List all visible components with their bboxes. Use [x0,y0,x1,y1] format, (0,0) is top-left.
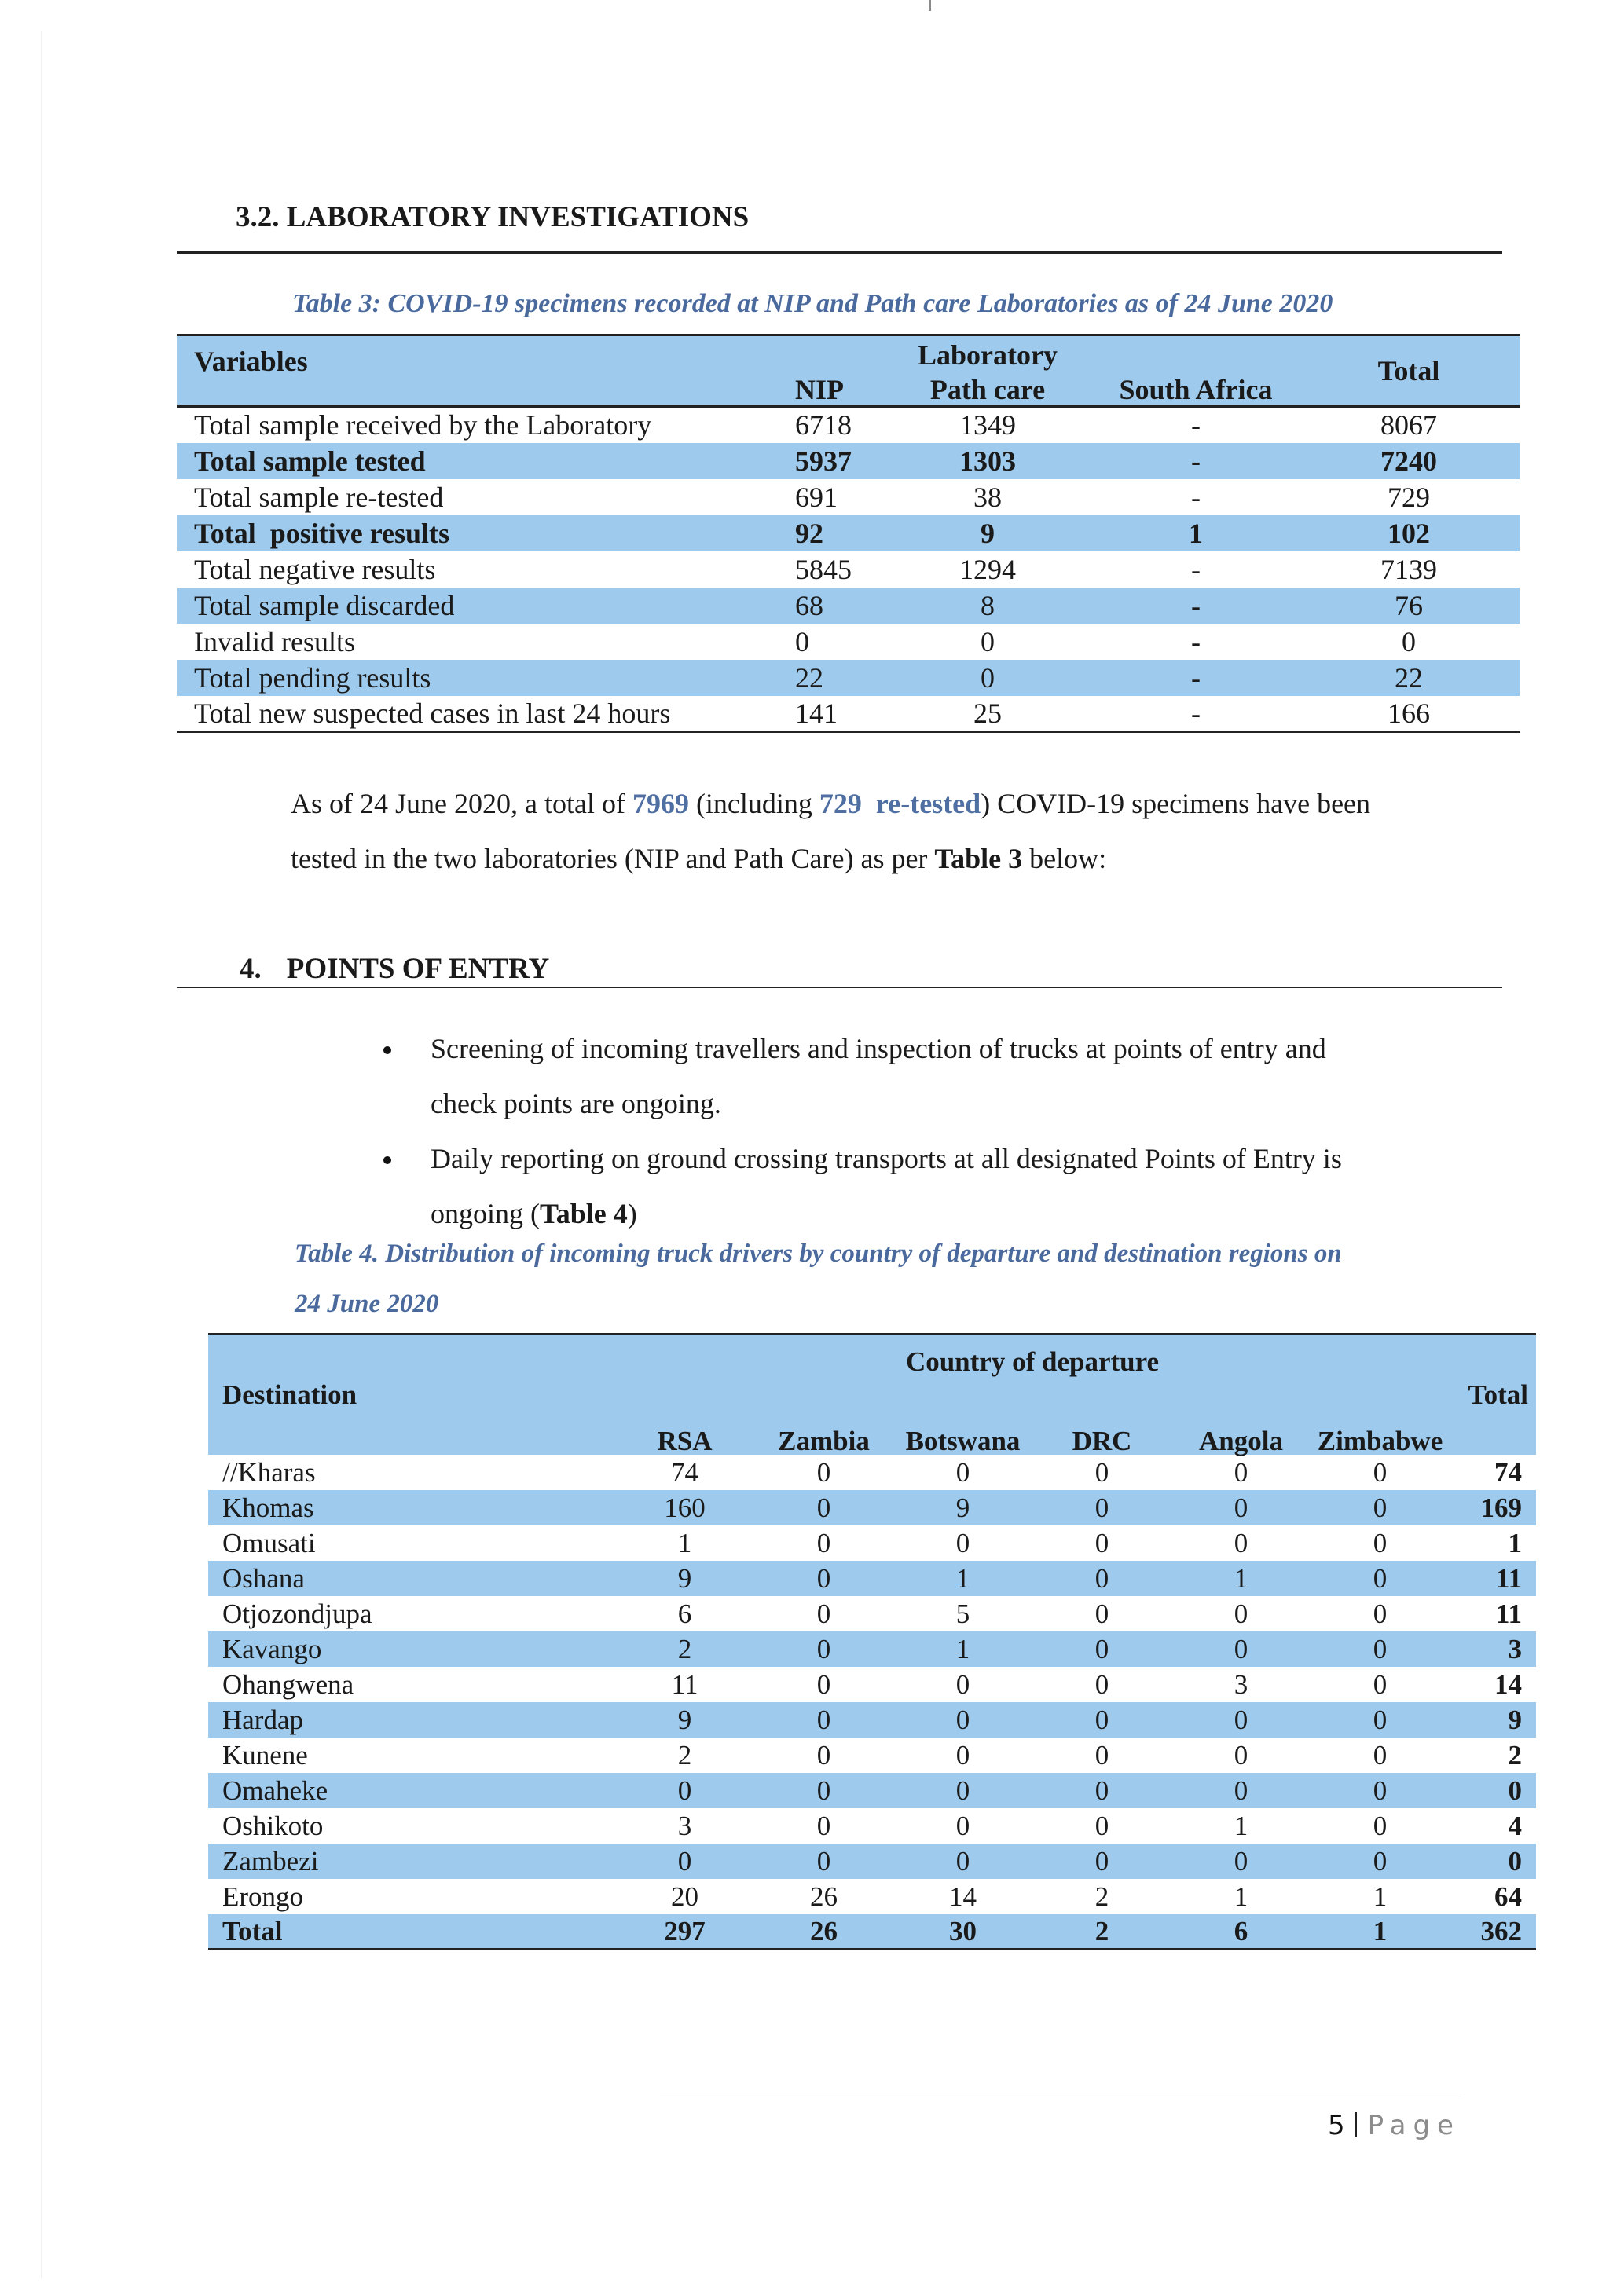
cell-south-africa: - [1191,445,1201,477]
cell-path-care: 1303 [959,445,1016,477]
cell-nip: 92 [795,517,823,549]
cell-count: 0 [1094,1633,1109,1664]
cell-count: 2 [1094,1915,1109,1946]
row-label: Invalid results [194,625,355,657]
cell-count: 0 [1094,1704,1109,1735]
row-label: Total negative results [194,553,436,585]
cell-total: 0 [1508,1845,1522,1877]
summary-text: below: [1022,843,1107,874]
summary-text: (including [688,788,819,819]
cell-total: 7240 [1380,445,1437,477]
cell-nip: 0 [795,625,809,657]
cell-count: 0 [816,1774,831,1806]
heading-rule [177,251,1502,254]
table4-reference: Table 4 [540,1198,628,1229]
cell-count: 0 [816,1704,831,1735]
cell-count: 9 [677,1704,692,1735]
header-country: Angola [1199,1425,1283,1456]
cell-count: 0 [1234,1704,1248,1735]
cell-south-africa: - [1191,553,1201,585]
cell-count: 0 [1373,1527,1388,1558]
table4-caption-line-1: Table 4. Distribution of incoming truck drivers by country of departure and destination regions on [295,1240,1342,1268]
row-label: Total sample re-tested [194,481,444,513]
cell-count: 2 [677,1633,692,1664]
row-destination: Otjozondjupa [222,1598,372,1629]
cell-count: 0 [955,1774,970,1806]
cell-total: 7139 [1380,553,1437,585]
summary-paragraph [291,776,1370,886]
cell-path-care: 1349 [959,409,1016,441]
cell-count: 1 [1234,1880,1248,1912]
section-title: POINTS OF ENTRY [286,953,550,985]
cell-path-care: 1294 [959,553,1016,585]
row-destination: Khomas [222,1492,314,1523]
cell-count: 0 [1234,1739,1248,1771]
heading-rule [177,987,1502,988]
summary-text: ) COVID-19 specimens have been [981,788,1371,819]
header-country: Botswana [905,1425,1021,1456]
summary-line-1 [291,776,1370,831]
cell-count: 0 [816,1598,831,1629]
bullet-text [431,1131,1342,1241]
bullet-item [377,1021,1477,1131]
row-destination: Omaheke [222,1774,328,1806]
cell-count: 1 [1373,1880,1388,1912]
cell-count: 0 [955,1668,970,1700]
cell-count: 6 [1234,1915,1248,1946]
cell-count: 0 [1373,1845,1388,1877]
cell-count: 1 [1234,1562,1248,1594]
header-laboratory-group: Laboratory [918,339,1058,371]
cell-count: 0 [1234,1527,1248,1558]
cell-total: 76 [1395,589,1423,621]
section-number: 4. [240,953,262,985]
bullet-icon [383,1046,391,1054]
cell-total: 0 [1508,1774,1522,1806]
bullet-line: Screening of incoming travellers and inspection of trucks at points of entry and [431,1033,1326,1064]
cell-total: 74 [1494,1456,1522,1488]
cell-count: 6 [677,1598,692,1629]
cell-count: 0 [955,1810,970,1841]
table4-body [208,1455,1536,1950]
cell-total: 9 [1508,1704,1522,1735]
cell-count: 160 [664,1492,706,1523]
table3-reference: Table 3 [934,843,1023,874]
table4-row [208,1773,1536,1808]
row-destination: Omusati [222,1527,316,1558]
cell-path-care: 8 [981,589,995,621]
cell-count: 0 [1234,1456,1248,1488]
page-number-value: 5 [1328,2110,1345,2141]
table4-row [208,1667,1536,1702]
cell-count: 0 [1373,1562,1388,1594]
cell-count: 2 [677,1739,692,1771]
cell-total: 0 [1402,625,1416,657]
summary-text: As of 24 June 2020, a total of [291,788,632,819]
table4-row [208,1490,1536,1525]
header-path-care [882,335,1094,407]
row-destination: Hardap [222,1704,304,1735]
cell-count: 0 [816,1845,831,1877]
cell-nip: 6718 [795,409,852,441]
cell-path-care: 0 [981,661,995,694]
row-destination: Oshikoto [222,1810,324,1841]
table3-row [177,551,1520,588]
cell-total: 169 [1480,1492,1522,1523]
row-label: Total pending results [194,661,431,694]
cell-count: 0 [816,1562,831,1594]
cell-count: 0 [1094,1668,1109,1700]
cell-count: 0 [955,1527,970,1558]
table3-row [177,588,1520,624]
cell-nip: 5937 [795,445,852,477]
page-number [1328,2110,1461,2141]
row-label: Total sample tested [194,445,426,477]
row-destination: Ohangwena [222,1668,354,1700]
cell-count: 1 [1373,1915,1388,1946]
row-destination: Total [222,1915,283,1946]
cell-count: 9 [955,1492,970,1523]
cell-count: 0 [1234,1492,1248,1523]
cell-total: 102 [1388,517,1430,549]
cell-south-africa: - [1191,481,1201,513]
header-country: Zambia [778,1425,870,1456]
header-total: Total [1377,355,1440,386]
cell-count: 0 [1094,1810,1109,1841]
table3-row [177,443,1520,479]
header-spacer [615,1375,1450,1410]
row-destination: Kavango [222,1633,322,1664]
cell-total: 729 [1388,481,1430,513]
header-destination: Destination [222,1379,357,1411]
cell-path-care: 0 [981,625,995,657]
cell-count: 26 [810,1880,838,1912]
cell-count: 0 [1373,1668,1388,1700]
table4-header-group-row [208,1335,1536,1375]
cell-total: 64 [1494,1880,1522,1912]
row-destination: //Kharas [222,1456,316,1488]
header-total: Total [1468,1379,1528,1411]
cell-path-care: 38 [973,481,1002,513]
table3-caption: Table 3: COVID-19 specimens recorded at NIP and Path care Laboratories as of 24 June 2020 [292,289,1333,318]
cell-count: 0 [1094,1562,1109,1594]
cell-nip: 68 [795,589,823,621]
cell-south-africa: - [1191,625,1201,657]
cell-count: 0 [1373,1492,1388,1523]
cell-count: 0 [955,1739,970,1771]
table4-row [208,1702,1536,1738]
cell-nip: 22 [795,661,823,694]
table4-total-row [208,1914,1536,1950]
cell-count: 0 [1094,1527,1109,1558]
cell-count: 0 [1094,1845,1109,1877]
cell-count: 9 [677,1562,692,1594]
table4-row [208,1844,1536,1879]
cell-total: 11 [1495,1562,1522,1594]
cell-count: 3 [1234,1668,1248,1700]
cell-count: 0 [1094,1492,1109,1523]
table3-row [177,696,1520,732]
table4-truck-drivers [208,1333,1536,1950]
cell-south-africa: - [1191,697,1201,729]
scan-page-edge [41,31,42,2278]
cell-count: 0 [816,1633,831,1664]
bullet-line: check points are ongoing. [431,1088,721,1119]
cell-count: 0 [816,1668,831,1700]
cell-count: 74 [671,1456,698,1488]
cell-total: 11 [1495,1598,1522,1629]
cell-count: 0 [1373,1633,1388,1664]
cell-count: 5 [955,1598,970,1629]
cell-south-africa: - [1191,661,1201,694]
cell-count: 0 [816,1810,831,1841]
cell-count: 0 [1234,1598,1248,1629]
cell-total: 14 [1494,1668,1522,1700]
cell-count: 0 [955,1704,970,1735]
cell-count: 0 [816,1527,831,1558]
bullet-list [377,1021,1477,1241]
header-country-of-departure: Country of departure [905,1346,1160,1377]
cell-count: 3 [677,1810,692,1841]
cell-count: 0 [1234,1774,1248,1806]
page-label: Page [1367,2110,1461,2141]
total-tested-value: 7969 [632,788,689,819]
cell-nip: 141 [795,697,838,729]
cell-count: 26 [810,1915,838,1946]
cell-total: 4 [1508,1810,1522,1841]
table3-row [177,479,1520,515]
cell-count: 0 [816,1456,831,1488]
cell-total: 22 [1395,661,1423,694]
bullet-text-part: ongoing ( [431,1198,540,1229]
cell-count: 0 [1094,1456,1109,1488]
cell-count: 0 [1094,1739,1109,1771]
cell-total: 362 [1480,1915,1522,1946]
table4-row [208,1561,1536,1596]
table4-caption-line-2: 24 June 2020 [295,1290,439,1318]
cell-count: 0 [1373,1739,1388,1771]
cell-count: 1 [1234,1810,1248,1841]
table3-row [177,660,1520,696]
bullet-line: Daily reporting on ground crossing transports at all designated Points of Entry is [431,1143,1342,1174]
table4-row [208,1455,1536,1490]
cell-path-care: 25 [973,697,1002,729]
summary-line-2 [291,831,1370,886]
scan-artifact [929,0,931,11]
cell-total: 166 [1388,697,1430,729]
cell-count: 0 [1373,1774,1388,1806]
cell-count: 0 [1373,1810,1388,1841]
bullet-line [431,1186,1342,1241]
cell-nip: 5845 [795,553,852,585]
cell-count: 20 [671,1880,698,1912]
summary-text: tested in the two laboratories (NIP and Path Care) as per [291,843,935,874]
bullet-text-part: ) [627,1198,637,1229]
cell-nip: 691 [795,481,838,513]
bullet-icon [383,1156,391,1164]
table4-row [208,1596,1536,1631]
row-label: Total sample discarded [194,589,455,621]
section-heading-points-of-entry [240,952,549,986]
cell-count: 0 [1373,1598,1388,1629]
bullet-text [431,1021,1326,1131]
page-separator [1355,2112,1357,2137]
cell-count: 0 [677,1845,692,1877]
row-label: Total sample received by the Laboratory [194,409,652,441]
header-country: RSA [657,1425,713,1456]
row-destination: Kunene [222,1739,308,1771]
cell-count: 0 [955,1845,970,1877]
table4-row [208,1738,1536,1773]
cell-south-africa: - [1191,409,1201,441]
bullet-item [377,1131,1477,1241]
header-south-africa: South Africa [1119,374,1273,405]
cell-count: 0 [1373,1704,1388,1735]
table3-header-row [177,335,1520,407]
header-country: Zimbabwe [1317,1425,1443,1456]
table4-row [208,1879,1536,1914]
cell-count: 1 [955,1562,970,1594]
cell-count: 0 [955,1456,970,1488]
table4-row [208,1631,1536,1667]
cell-total: 8067 [1380,409,1437,441]
cell-count: 30 [949,1915,977,1946]
cell-total: 3 [1508,1633,1522,1664]
cell-count: 0 [1234,1633,1248,1664]
cell-count: 14 [949,1880,977,1912]
cell-count: 0 [816,1492,831,1523]
cell-total: 1 [1508,1527,1522,1558]
header-path-care-label: Path care [929,374,1046,405]
cell-south-africa: 1 [1189,517,1203,549]
cell-count: 0 [1094,1598,1109,1629]
header-nip: NIP [795,374,844,405]
table3-body [177,407,1520,732]
cell-count: 0 [677,1774,692,1806]
cell-count: 0 [1094,1774,1109,1806]
table3-row [177,407,1520,443]
table4-row [208,1808,1536,1844]
header-country: DRC [1072,1425,1132,1456]
row-label: Total positive results [194,517,450,549]
table3-row [177,624,1520,660]
section-heading-laboratory: 3.2. LABORATORY INVESTIGATIONS [236,201,750,233]
cell-total: 2 [1508,1739,1522,1771]
retested-value: 729 re-tested [819,788,981,819]
row-destination: Oshana [222,1562,305,1594]
row-destination: Zambezi [222,1845,319,1877]
cell-count: 0 [1234,1845,1248,1877]
cell-count: 297 [664,1915,706,1946]
cell-count: 1 [955,1633,970,1664]
header-variables: Variables [194,346,308,377]
table3-lab-specimens [177,334,1520,733]
table3-row [177,515,1520,551]
cell-count: 1 [677,1527,692,1558]
table4-row [208,1525,1536,1561]
cell-count: 2 [1094,1880,1109,1912]
cell-count: 0 [1373,1456,1388,1488]
row-label: Total new suspected cases in last 24 hours [194,697,671,729]
cell-count: 11 [671,1668,698,1700]
row-destination: Erongo [222,1880,304,1912]
cell-south-africa: - [1191,589,1201,621]
cell-count: 0 [816,1739,831,1771]
cell-path-care: 9 [981,517,995,549]
